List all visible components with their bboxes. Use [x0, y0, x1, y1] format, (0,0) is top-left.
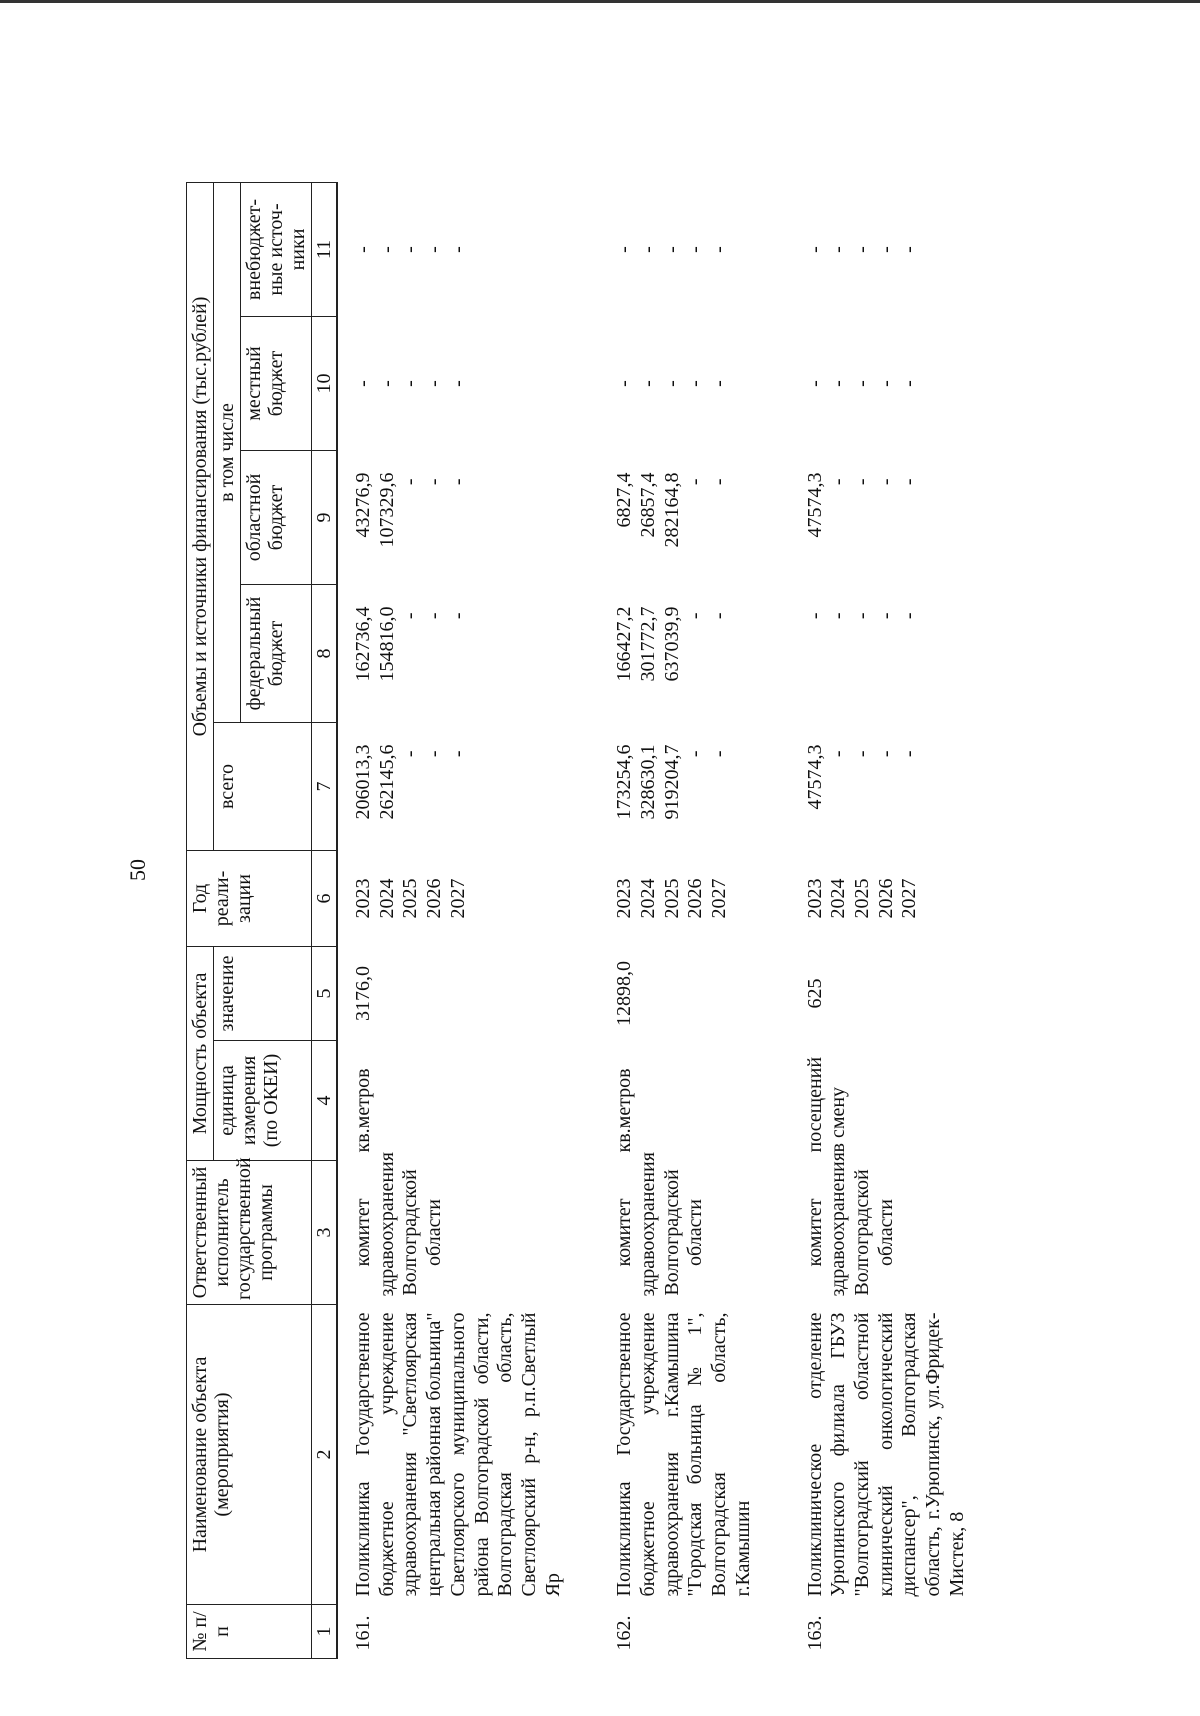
cell-value: 2025	[850, 878, 873, 919]
cell-value: 206013,3	[352, 744, 374, 820]
cell-value: 166427,2	[613, 606, 636, 682]
local-values	[337, 317, 599, 451]
capacity-value: 12898,0	[613, 961, 636, 1026]
cell-value: -	[352, 380, 374, 387]
cell-value: 282164,8	[660, 472, 683, 548]
column-number: 2	[312, 1305, 338, 1605]
column-number: 8	[312, 585, 338, 723]
cell-value: -	[898, 380, 921, 387]
local-values	[790, 317, 1004, 451]
header-federal: федеральный бюджет	[241, 585, 312, 723]
year-values	[599, 851, 789, 947]
cell-value: 47574,3	[803, 744, 826, 810]
cell-value: 2023	[352, 878, 374, 919]
header-value: значение	[214, 947, 312, 1041]
cell-value: -	[375, 380, 398, 387]
object-name: Поликлиника Государственное бюджетное учреждение здравоохранения г.Камышина "Городская больница № 1", Волгоградская область, г.Камышин	[613, 1312, 754, 1597]
cell-value: -	[850, 380, 873, 387]
cell-value: -	[850, 478, 873, 486]
header-name: Наименование объекта (мероприятия)	[187, 1305, 312, 1605]
year-values	[790, 851, 1004, 947]
cell-value: -	[827, 246, 850, 253]
offbudget-values	[599, 182, 789, 316]
cell-value: 162736,4	[352, 606, 374, 682]
responsible-executor: комитет здравоохранения Волгоградской области	[803, 1152, 897, 1297]
page-number: 50	[125, 859, 150, 881]
row-number: 161.	[352, 1615, 374, 1651]
cell-value: -	[446, 380, 469, 387]
cell-value: -	[850, 246, 873, 253]
cell-value: -	[898, 612, 921, 620]
cell-value: -	[446, 478, 469, 486]
financing-table	[186, 182, 1003, 1659]
cell-value: -	[684, 246, 707, 253]
cell-value: -	[708, 612, 731, 620]
federal-values	[337, 585, 599, 723]
total-values	[790, 723, 1004, 851]
object-name: Поликлиническое отделение Урюпинского филиала ГБУЗ "Волгоградский областной клинический онкологический диспансер", Волгоградская область, г.Урюпинск, ул.Фридек-Мистек, 8	[803, 1312, 968, 1597]
cell-value: 2027	[898, 878, 921, 919]
cell-value: -	[684, 478, 707, 486]
table-header	[187, 182, 338, 1658]
cell-value: -	[708, 246, 731, 253]
cell-value: -	[446, 750, 469, 758]
page-top-border	[0, 0, 1200, 3]
cell-value: -	[660, 380, 683, 387]
cell-value: 2027	[446, 878, 469, 919]
capacity-unit: посещений в смену	[803, 1056, 850, 1153]
cell-value: 2024	[375, 878, 398, 919]
cell-value: -	[803, 612, 826, 620]
year-values	[337, 851, 599, 947]
cell-value: -	[874, 750, 897, 758]
regional-values	[599, 451, 789, 585]
cell-value: -	[874, 246, 897, 253]
cell-value: -	[399, 750, 422, 758]
cell-value: -	[684, 612, 707, 620]
cell-value: 2023	[803, 878, 826, 919]
cell-value: -	[827, 612, 850, 620]
header-offbudget: внебюджет- ные источ- ники	[241, 182, 312, 316]
header-regional: областной бюджет	[241, 451, 312, 585]
table-body	[337, 182, 1003, 1658]
cell-value: -	[898, 750, 921, 758]
header-executor: Ответственный исполнитель государственной программы	[187, 1161, 312, 1305]
cell-value: -	[850, 750, 873, 758]
column-number: 7	[312, 723, 338, 851]
cell-value: -	[423, 612, 446, 620]
cell-value: 2024	[827, 878, 850, 919]
column-number: 4	[312, 1041, 338, 1161]
cell-value: -	[803, 246, 826, 253]
local-values	[599, 317, 789, 451]
table-row	[599, 182, 789, 1658]
cell-value: -	[399, 380, 422, 387]
header-unit: единица измерения (по ОКЕИ)	[214, 1041, 312, 1161]
column-number: 1	[312, 1605, 338, 1659]
cell-value: 2025	[399, 878, 422, 919]
cell-value: -	[898, 246, 921, 253]
cell-value: 919204,7	[660, 744, 683, 820]
table-row	[790, 182, 1004, 1658]
cell-value: 2027	[708, 878, 731, 919]
cell-value: 2026	[874, 878, 897, 919]
cell-value: -	[399, 612, 422, 620]
cell-value: 2024	[637, 878, 660, 919]
cell-value: 2023	[613, 878, 636, 919]
header-including: в том числе	[214, 182, 241, 722]
header-funding: Объемы и источники финансирования (тыс.рублей)	[187, 182, 214, 850]
offbudget-values	[790, 182, 1004, 316]
capacity-unit: кв.метров	[352, 1068, 374, 1153]
offbudget-values	[337, 182, 599, 316]
cell-value: -	[874, 478, 897, 486]
cell-value: -	[898, 478, 921, 486]
column-number: 9	[312, 451, 338, 585]
cell-value: 43276,9	[352, 472, 374, 538]
cell-value: 328630,1	[637, 744, 660, 820]
cell-value: 2026	[684, 878, 707, 919]
cell-value: -	[446, 612, 469, 620]
cell-value: 301772,7	[637, 606, 660, 682]
cell-value: 6827,4	[613, 472, 636, 528]
responsible-executor: комитет здравоохранения Волгоградской области	[352, 1152, 446, 1297]
cell-value: -	[637, 246, 660, 253]
object-name: Поликлиника Государственное бюджетное учреждение здравоохранения "Светлоярская центральная районная больница" Светлоярского муниципального района Волгоградской области, Волгоградская область, Светлоярский р-н, р.п.Светлый Яр	[352, 1312, 564, 1597]
cell-value: -	[827, 478, 850, 486]
cell-value: -	[708, 750, 731, 758]
cell-value: -	[850, 612, 873, 620]
rotated-table-frame	[186, 183, 1200, 1659]
cell-value: -	[613, 246, 636, 253]
column-number: 5	[312, 947, 338, 1041]
responsible-executor: комитет здравоохранения Волгоградской области	[613, 1152, 707, 1297]
cell-value: -	[827, 750, 850, 758]
cell-value: 173254,6	[613, 744, 636, 820]
federal-values	[790, 585, 1004, 723]
cell-value: -	[708, 478, 731, 486]
capacity-unit: кв.метров	[613, 1068, 636, 1153]
cell-value: -	[423, 380, 446, 387]
cell-value: -	[708, 380, 731, 387]
header-year: Год реали- зации	[187, 851, 312, 947]
row-number: 163.	[803, 1615, 826, 1651]
header-capacity: Мощность объекта	[187, 947, 214, 1161]
regional-values	[337, 451, 599, 585]
column-number: 3	[312, 1161, 338, 1305]
capacity-value: 3176,0	[352, 966, 374, 1021]
cell-value: -	[399, 246, 422, 253]
cell-value: 47574,3	[803, 472, 826, 538]
header-num: № п/п	[187, 1605, 312, 1659]
cell-value: -	[423, 750, 446, 758]
cell-value: -	[399, 478, 422, 486]
cell-value: 107329,6	[375, 472, 398, 548]
cell-value: -	[446, 246, 469, 253]
cell-value: 154816,0	[375, 606, 398, 682]
capacity-value: 625	[803, 978, 826, 1009]
cell-value: 26857,4	[637, 472, 660, 538]
header-local: местный бюджет	[241, 317, 312, 451]
cell-value: 262145,6	[375, 744, 398, 820]
row-number: 162.	[613, 1615, 636, 1651]
header-total: всего	[214, 723, 312, 851]
cell-value: -	[684, 380, 707, 387]
cell-value: -	[874, 380, 897, 387]
cell-value: -	[803, 380, 826, 387]
column-number: 11	[312, 182, 338, 316]
cell-value: -	[423, 246, 446, 253]
regional-values	[790, 451, 1004, 585]
table-row	[337, 182, 599, 1658]
cell-value: -	[660, 246, 683, 253]
cell-value: -	[637, 380, 660, 387]
column-number: 10	[312, 317, 338, 451]
cell-value: -	[827, 380, 850, 387]
total-values	[599, 723, 789, 851]
cell-value: 2025	[660, 878, 683, 919]
cell-value: -	[874, 612, 897, 620]
cell-value: 2026	[423, 878, 446, 919]
total-values	[337, 723, 599, 851]
column-number: 6	[312, 851, 338, 947]
cell-value: -	[684, 750, 707, 758]
cell-value: -	[352, 246, 374, 253]
federal-values	[599, 585, 789, 723]
column-number-row	[312, 182, 338, 1658]
cell-value: 637039,9	[660, 606, 683, 682]
cell-value: -	[423, 478, 446, 486]
cell-value: -	[613, 380, 636, 387]
cell-value: -	[375, 246, 398, 253]
